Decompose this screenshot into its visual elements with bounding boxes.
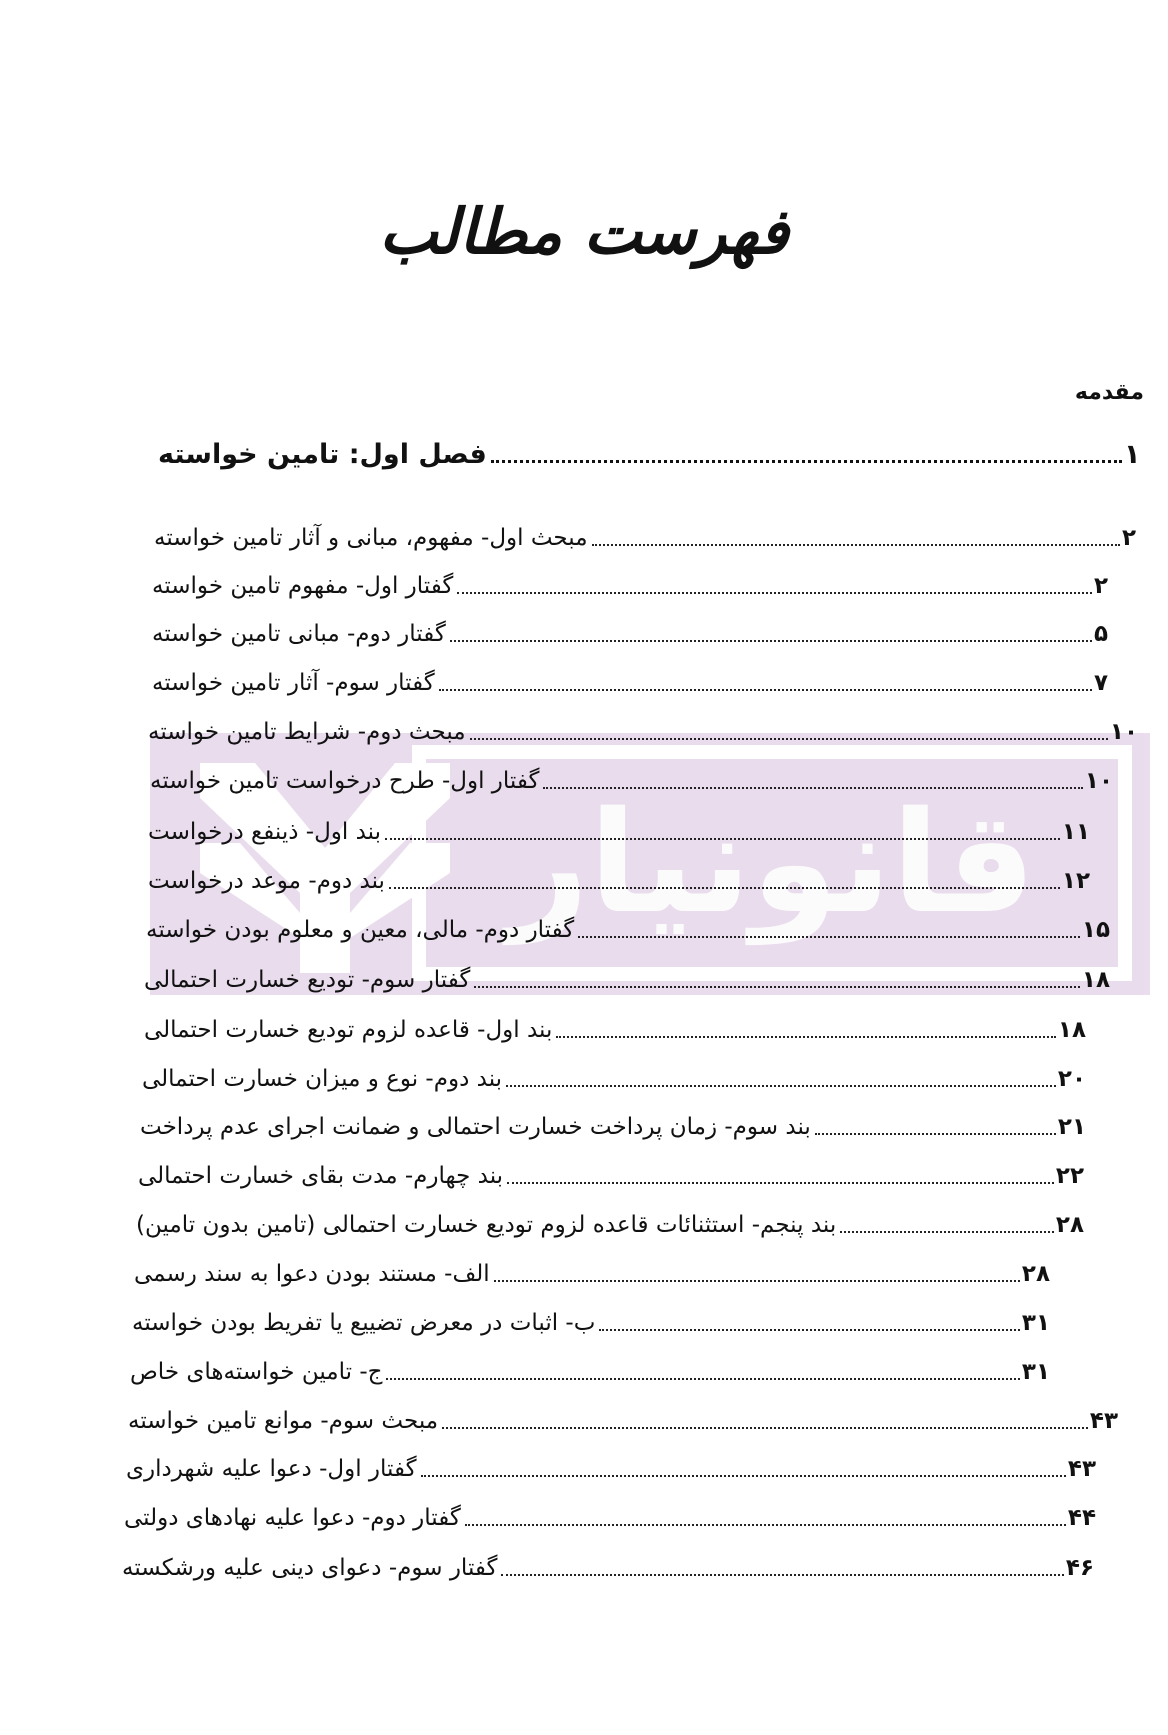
- toc-entry[interactable]: [140, 1104, 1086, 1144]
- dot-leader: [506, 1085, 1056, 1087]
- toc-entry-page: ۷: [1094, 670, 1109, 696]
- dot-leader: [840, 1231, 1054, 1233]
- toc-entry[interactable]: [126, 1446, 1096, 1486]
- toc-entry-label: بند اول- قاعده لزوم تودیع خسارت احتمالی: [144, 1017, 553, 1043]
- toc-entry-page: ۱: [1124, 439, 1141, 470]
- toc-entry[interactable]: [148, 809, 1090, 849]
- toc-entry-page: ۳۱: [1021, 1310, 1050, 1336]
- toc-entry-label: گفتار دوم- مالی، معین و معلوم بودن خواسته: [146, 917, 575, 943]
- toc-entry-label: ج- تامین خواسته‌های خاص: [130, 1359, 383, 1385]
- toc-entry-label: مبحث دوم- شرایط تامین خواسته: [148, 719, 466, 745]
- dot-leader: [450, 640, 1092, 642]
- toc-entry-label: گفتار اول- طرح درخواست تامین خواسته: [150, 768, 540, 794]
- dot-leader: [491, 460, 1122, 463]
- dot-leader: [465, 1524, 1066, 1526]
- toc-entry-page: ۱۵: [1081, 917, 1110, 943]
- toc-entry-label: بند اول- ذینفع درخواست: [148, 819, 382, 845]
- toc-entry-label: بند چهارم- مدت بقای خسارت احتمالی: [138, 1163, 504, 1189]
- toc-entry-label: بند پنجم- استثنائات قاعده لزوم تودیع خسارت احتمالی (تامین بدون تامین): [136, 1212, 837, 1238]
- dot-leader: [494, 1280, 1020, 1282]
- dot-leader: [470, 738, 1108, 740]
- toc-entry[interactable]: [142, 1056, 1086, 1096]
- toc-entry[interactable]: [146, 907, 1110, 947]
- toc-entry-label: بند دوم- موعد درخواست: [148, 868, 385, 894]
- toc-entry[interactable]: [152, 611, 1118, 651]
- toc-entry-label: مبحث اول- مفهوم، مبانی و آثار تامین خواسته: [154, 525, 588, 551]
- toc-entry-page: ۴۳: [1067, 1456, 1096, 1482]
- dot-leader: [507, 1182, 1054, 1184]
- dot-leader: [501, 1574, 1063, 1576]
- toc-entry-page: ۲۰: [1057, 1066, 1086, 1092]
- toc-entry-label: ب- اثبات در معرض تضییع یا تفریط بودن خواسته: [132, 1310, 596, 1336]
- toc-entry-page: ۵: [1094, 621, 1109, 647]
- toc-entry-page: ۴۳: [1089, 1408, 1118, 1434]
- dot-leader: [439, 689, 1092, 691]
- page-title: فهرست مطالب: [379, 195, 789, 268]
- toc-entry-page: ۱۰: [1109, 719, 1138, 745]
- toc-entry-page: ۲۸: [1021, 1261, 1050, 1287]
- toc-entry[interactable]: [132, 1300, 1050, 1340]
- toc-entry-label: گفتار اول- دعوا علیه شهرداری: [126, 1456, 417, 1482]
- dot-leader: [815, 1133, 1056, 1135]
- toc-entry[interactable]: [148, 858, 1090, 898]
- dot-leader: [474, 986, 1080, 988]
- toc-entry[interactable]: [150, 758, 1113, 798]
- toc-entry-label: گفتار دوم- دعوا علیه نهادهای دولتی: [124, 1505, 461, 1531]
- dot-leader: [556, 1036, 1056, 1038]
- intro-heading: مقدمه: [1074, 380, 1144, 405]
- toc-entry-page: ۲: [1094, 573, 1109, 599]
- toc-entry-page: ۴۴: [1067, 1505, 1096, 1531]
- toc-entry[interactable]: [144, 1007, 1086, 1047]
- toc-entry-label: گفتار سوم- آثار تامین خواسته: [152, 670, 435, 696]
- toc-entry-page: ۱۸: [1057, 1017, 1086, 1043]
- toc-entry-page: ۲۲: [1055, 1163, 1084, 1189]
- toc-entry-page: ۳۱: [1021, 1359, 1050, 1385]
- toc-entry[interactable]: [130, 1349, 1050, 1389]
- toc-entry[interactable]: [124, 1495, 1096, 1535]
- dot-leader: [578, 936, 1080, 938]
- watermark-text: قانونیار: [508, 781, 1036, 945]
- toc-entry[interactable]: [136, 1202, 1084, 1242]
- toc-entry[interactable]: [148, 709, 1138, 749]
- toc-entry-label: گفتار اول- مفهوم تامین خواسته: [152, 573, 454, 599]
- toc-entry-label: گفتار دوم- مبانی تامین خواسته: [152, 621, 446, 647]
- toc-entry-label: مبحث سوم- موانع تامین خواسته: [128, 1408, 439, 1434]
- toc-entry[interactable]: [152, 563, 1118, 603]
- dot-leader: [421, 1475, 1066, 1477]
- toc-entry-page: ۲۸: [1055, 1212, 1084, 1238]
- toc-entry-page: ۲۱: [1057, 1114, 1086, 1140]
- dot-leader: [442, 1427, 1088, 1429]
- toc-entry-label: بند دوم- نوع و میزان خسارت احتمالی: [142, 1066, 503, 1092]
- toc-entry-label: بند سوم- زمان پرداخت خسارت احتمالی و ضمانت اجرای عدم پرداخت: [140, 1114, 811, 1140]
- toc-entry-page: ۱۰: [1084, 768, 1113, 794]
- toc-entry-page: ۲: [1122, 525, 1137, 551]
- toc-entry-page: ۱۲: [1061, 868, 1090, 894]
- toc-entry[interactable]: [134, 1251, 1050, 1291]
- toc-entry-label: گفتار سوم- دعوای دینی علیه ورشکسته: [122, 1555, 498, 1581]
- dot-leader: [457, 592, 1092, 594]
- toc-entry[interactable]: [144, 957, 1110, 997]
- dot-leader: [543, 787, 1082, 789]
- toc-entry[interactable]: [158, 432, 1148, 472]
- toc-entry-page: ۴۶: [1065, 1555, 1094, 1581]
- dot-leader: [592, 544, 1120, 546]
- dot-leader: [385, 838, 1060, 840]
- dot-leader: [389, 887, 1060, 889]
- toc-entry-page: ۱۸: [1081, 967, 1110, 993]
- toc-entry-page: ۱۱: [1061, 819, 1090, 845]
- toc-entry[interactable]: [128, 1398, 1118, 1438]
- toc-entry[interactable]: [122, 1545, 1094, 1585]
- toc-entry[interactable]: [154, 515, 1146, 555]
- toc-entry-label: گفتار سوم- تودیع خسارت احتمالی: [144, 967, 471, 993]
- dot-leader: [599, 1329, 1020, 1331]
- toc-entry[interactable]: [138, 1153, 1084, 1193]
- dot-leader: [386, 1378, 1019, 1380]
- toc-entry-label: الف- مستند بودن دعوا به سند رسمی: [134, 1261, 490, 1287]
- toc-entry[interactable]: [152, 660, 1118, 700]
- toc-entry-label: فصل اول: تامین خواسته: [158, 439, 487, 470]
